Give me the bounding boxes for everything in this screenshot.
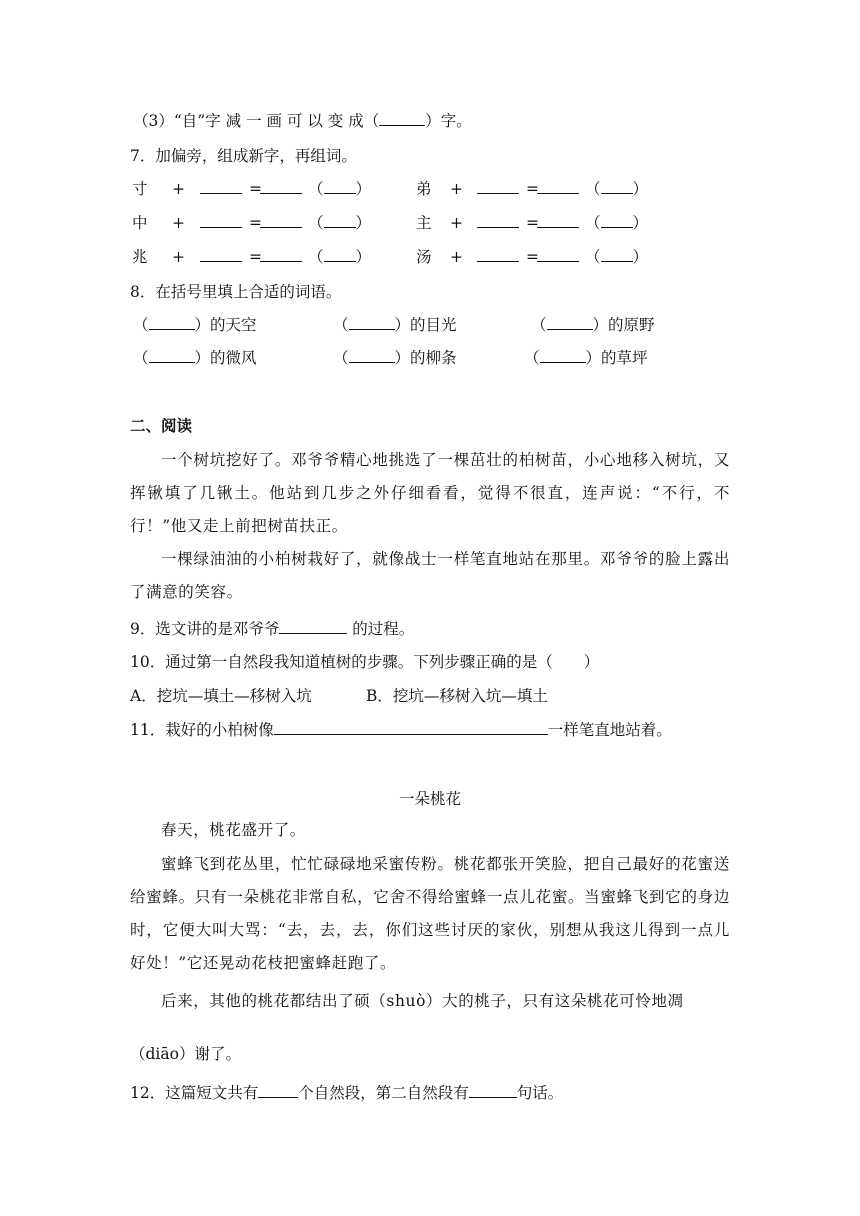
answer-blank[interactable] (379, 111, 425, 126)
fill-item[interactable]: （ ）的柳条 (333, 349, 457, 367)
fill-item[interactable]: （ ）的草坪 (524, 349, 648, 367)
word-blank[interactable]: （ ） (308, 248, 372, 266)
answer-blank[interactable] (490, 720, 548, 735)
base-char: 兆 (132, 248, 148, 266)
radical-blank[interactable] (477, 212, 519, 234)
base-char: 汤 (416, 248, 432, 266)
plus-sign: + (450, 248, 463, 266)
question-10: 10．通过第一自然段我知道植树的步骤。下列步骤正确的是（ ） (130, 653, 600, 671)
new-char-blank[interactable] (260, 212, 302, 234)
question-6-3: （3）“自”字 减 一 画 可 以 变 成（ ）字。 (133, 112, 472, 130)
equals-sign: = (249, 214, 262, 232)
equals-sign: = (249, 180, 262, 198)
option-b[interactable]: B．挖坑—移树入坑—填土 (366, 687, 548, 705)
fill-item[interactable]: （ ）的微风 (133, 349, 257, 367)
passage-1-paragraph-1: 一个树坑挖好了。邓爷爷精心地挑选了一棵茁壮的柏树苗，小心地移入树坑，又挥锹填了几锹土。他站到几步之外仔细看看，觉得不很直，连声说：“不行，不行！”他又走上前把树苗扶正。 (130, 451, 730, 535)
passage-2-paragraph-1: 春天，桃花盛开了。 (161, 821, 306, 839)
passage-1-paragraph-2: 一棵绿油油的小柏树栽好了，就像战士一样笔直地站在那里。邓爷爷的脸上露出了满意的笑容。 (130, 550, 730, 601)
word-blank[interactable]: （ ） (585, 180, 649, 198)
new-char-blank[interactable] (537, 212, 579, 234)
question-11: 11．栽好的小柏树像 一样笔直地站着。 (130, 721, 672, 739)
section-heading: 二、阅读 (130, 417, 193, 435)
base-char: 寸 (132, 180, 148, 198)
plus-sign: + (172, 214, 185, 232)
question-9: 9．选文讲的是邓爷爷 的过程。 (130, 620, 415, 638)
equals-sign: = (526, 180, 539, 198)
plus-sign: + (172, 248, 185, 266)
radical-blank[interactable] (477, 246, 519, 268)
question-7-title: 7．加偏旁，组成新字，再组词。 (130, 147, 357, 165)
question-12: 12．这篇短文共有 个自然段，第二自然段有 句话。 (130, 1084, 564, 1102)
equals-sign: = (526, 214, 539, 232)
fill-item[interactable]: （ ）的原野 (531, 316, 655, 334)
word-blank[interactable]: （ ） (585, 214, 649, 232)
fill-item[interactable]: （ ）的目光 (333, 316, 457, 334)
new-char-blank[interactable] (260, 178, 302, 200)
radical-blank[interactable] (200, 246, 242, 268)
passage-2-paragraph-3-cont: （diāo）谢了。 (130, 1045, 241, 1063)
option-a[interactable]: A．挖坑—填土—移树入坑 (130, 687, 312, 705)
question-8-title: 8．在括号里填上合适的词语。 (130, 283, 342, 301)
radical-blank[interactable] (477, 178, 519, 200)
new-char-blank[interactable] (537, 246, 579, 268)
passage-2-title: 一朵桃花 (398, 790, 461, 808)
word-blank[interactable]: （ ） (308, 180, 372, 198)
answer-blank[interactable] (258, 1083, 298, 1098)
answer-blank[interactable] (279, 619, 347, 634)
new-char-blank[interactable] (537, 178, 579, 200)
plus-sign: + (450, 214, 463, 232)
answer-blank[interactable] (469, 1083, 517, 1098)
plus-sign: + (450, 180, 463, 198)
base-char: 主 (416, 214, 432, 232)
equals-sign: = (526, 248, 539, 266)
radical-blank[interactable] (200, 212, 242, 234)
passage-2-paragraph-2: 蜜蜂飞到花丛里，忙忙碌碌地采蜜传粉。桃花都张开笑脸，把自己最好的花蜜送给蜜蜂。只有一朵桃花非常自私，它舍不得给蜜蜂一点儿花蜜。当蜜蜂飞到它的身边时，它便大叫大骂：“去，去，去，你们这些讨厌的家伙，别想从我这儿得到一点儿好处！”它还晃动花枝把蜜蜂赶跑了。 (130, 855, 730, 972)
passage-2-paragraph-3: 后来，其他的桃花都结出了硕（shuò）大的桃子，只有这朵桃花可怜地凋 (161, 992, 684, 1010)
answer-blank[interactable] (274, 720, 490, 735)
base-char: 弟 (416, 180, 432, 198)
new-char-blank[interactable] (260, 246, 302, 268)
radical-blank[interactable] (200, 178, 242, 200)
fill-item[interactable]: （ ）的天空 (133, 316, 257, 334)
base-char: 中 (132, 214, 148, 232)
plus-sign: + (172, 180, 185, 198)
word-blank[interactable]: （ ） (585, 248, 649, 266)
equals-sign: = (249, 248, 262, 266)
word-blank[interactable]: （ ） (308, 214, 372, 232)
